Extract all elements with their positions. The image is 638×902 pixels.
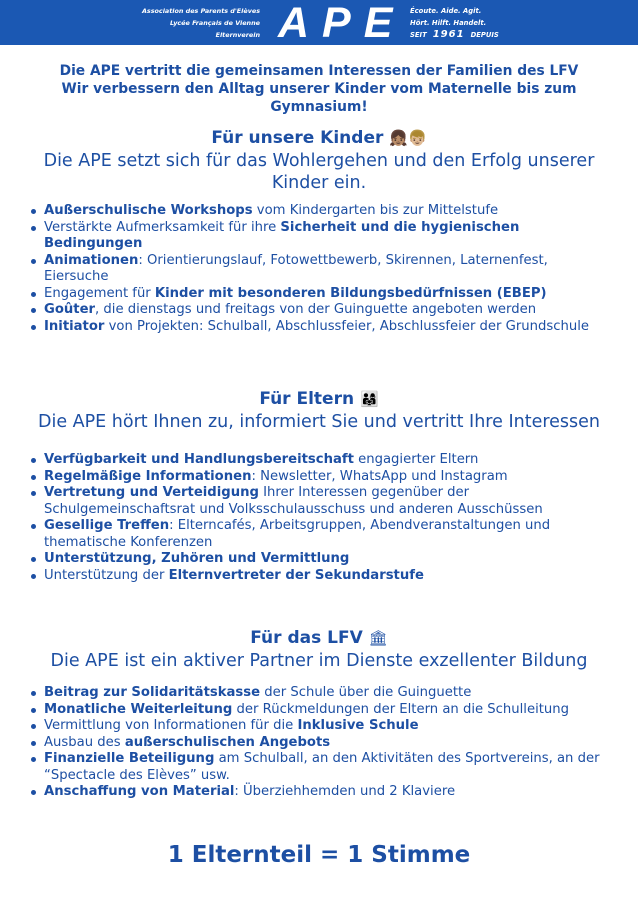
list-item [30, 220, 610, 253]
association-name [120, 5, 260, 41]
section-subtitle-eltern: Die APE hört Ihnen zu, informiert Sie und vertritt Ihre Interessen [37, 412, 601, 432]
list-item [30, 286, 610, 303]
list-lfv [30, 685, 610, 801]
list-item-bold: Inklusive Schule [297, 718, 419, 733]
section-title-lfv [0, 627, 638, 649]
list-item [30, 485, 610, 518]
list-item-pre: Engagement für [44, 285, 155, 301]
list-item [30, 253, 610, 286]
list-item [30, 452, 610, 469]
section-subtitle-lfv: Die APE ist ein aktiver Partner im Dienste exzellenter Bildung [50, 651, 588, 671]
intro [30, 62, 608, 116]
list-item-bold: Unterstützung, Zuhören und Vermittlung [44, 551, 350, 566]
list-item [30, 784, 610, 801]
list-item-bold: Elternvertreter der Sekundarstufe [168, 567, 424, 583]
list-item-pre: Verstärkte Aufmerksamkeit für ihre [44, 219, 281, 235]
header-banner [0, 0, 638, 45]
list-item-post: der Rückmeldungen der Eltern an die Schulleitung [232, 701, 570, 717]
list-item-post: Ihrer Interessen gegenüber der Schulgemeinschaftsrat und Volksschulausschuss und anderen Ausschüssen [44, 485, 543, 517]
since-year: 1961 [432, 29, 465, 40]
section-title-kinder-text: Für unsere Kinder [211, 128, 384, 148]
list-eltern [30, 452, 610, 584]
ape-logo: APE [278, 0, 406, 47]
list-item-post: der Schule über die Guinguette [260, 685, 472, 700]
list-item-post: : Newsletter, WhatsApp und Instagram [251, 468, 508, 484]
section-title-kinder [0, 127, 638, 149]
association-line-2: Lycée Français de Vienne [169, 19, 260, 27]
list-item [30, 551, 610, 568]
list-item-bold: Kinder mit besonderen Bildungsbedürfnissen (EBEP) [154, 285, 547, 301]
motto-line-2: Hört. Hilft. Handelt. [410, 19, 487, 27]
list-item-bold: Anschaffung von Material [44, 784, 235, 799]
section-title-eltern-text: Für Eltern [259, 389, 355, 409]
list-item-post: : Elterncafés, Arbeitsgruppen, Abendveranstaltungen und thematische Konferenzen [44, 518, 551, 550]
since-line [410, 29, 520, 41]
section-subtitle-kinder: Die APE setzt sich für das Wohlergehen und den Erfolg unserer Kinder ein. [43, 151, 595, 193]
since-label: SEIT [410, 31, 427, 39]
list-item-bold: Regelmäßige Informationen [44, 468, 252, 484]
list-item [30, 685, 610, 702]
list-item [30, 518, 610, 551]
list-item-bold: außerschulischen Angebots [124, 734, 331, 750]
section-title-eltern [0, 388, 638, 410]
list-item-post: am Schulball, an den Aktivitäten des Sportvereins, an der “Spectacle des Elèves” usw. [44, 751, 600, 783]
since-label-fr: DEPUIS [470, 31, 499, 39]
children-emoji-icon: 👧🏽👦🏼 [389, 129, 427, 147]
list-item-pre: Ausbau des [44, 734, 125, 750]
intro-line-1: Die APE vertritt die gemeinsamen Interessen der Familien des LFV [59, 63, 579, 79]
classical-building-icon: 🏛 [368, 629, 388, 647]
list-item-bold: Finanzielle Beteiligung [44, 751, 215, 766]
list-item-post: : Überziehhemden und 2 Klaviere [234, 784, 456, 799]
list-item [30, 469, 610, 486]
list-item [30, 302, 610, 319]
list-item-bold: Verfügbarkeit und Handlungsbereitschaft [44, 452, 354, 467]
list-kinder [30, 203, 610, 335]
list-item-bold: Sicherheit und die hygienischen Bedingungen [44, 219, 520, 251]
list-item-post: : Orientierungslauf, Fotowettbewerb, Skirennen, Laternenfest, Eiersuche [44, 252, 548, 284]
list-item-bold: Monatliche Weiterleitung [44, 701, 233, 717]
list-item [30, 203, 610, 220]
list-item-post: von Projekten: Schulball, Abschlussfeier, Abschlussfeier der Grundschule [104, 318, 589, 334]
list-item-bold: Vertretung und Verteidigung [44, 485, 259, 500]
list-item [30, 735, 610, 752]
list-item-bold: Goûter [44, 302, 96, 317]
motto [410, 5, 520, 41]
intro-line-2: Wir verbessern den Alltag unserer Kinder vom Maternelle bis zum Gymnasium! [61, 81, 577, 115]
list-item-pre: Vermittlung von Informationen für die [44, 718, 298, 733]
list-item-bold: Animationen [44, 252, 139, 268]
list-item-bold: Gesellige Treffen [44, 518, 170, 533]
parents-emoji-icon: 👨‍👩‍👧 [360, 390, 379, 408]
list-item [30, 702, 610, 719]
closing-slogan: 1 Elternteil = 1 Stimme [167, 842, 471, 868]
association-line-3: Elternverein [215, 31, 260, 39]
list-item-bold: Außerschulische Workshops [44, 203, 253, 218]
association-line-1: Association des Parents d'Elèves [141, 7, 260, 15]
list-item [30, 319, 610, 336]
motto-line-1: Écoute. Aide. Agit. [410, 7, 482, 15]
list-item-bold: Initiator [44, 318, 105, 334]
list-item [30, 751, 610, 784]
list-item-post: , die dienstags und freitags von der Guinguette angeboten werden [95, 302, 537, 317]
list-item-post: vom Kindergarten bis zur Mittelstufe [252, 203, 499, 218]
list-item-pre: Unterstützung der [44, 567, 169, 583]
list-item-bold: Beitrag zur Solidaritätskasse [44, 685, 261, 700]
list-item-post: engagierter Eltern [353, 452, 479, 467]
section-title-lfv-text: Für das LFV [250, 628, 363, 648]
list-item [30, 568, 610, 585]
list-item [30, 718, 610, 735]
